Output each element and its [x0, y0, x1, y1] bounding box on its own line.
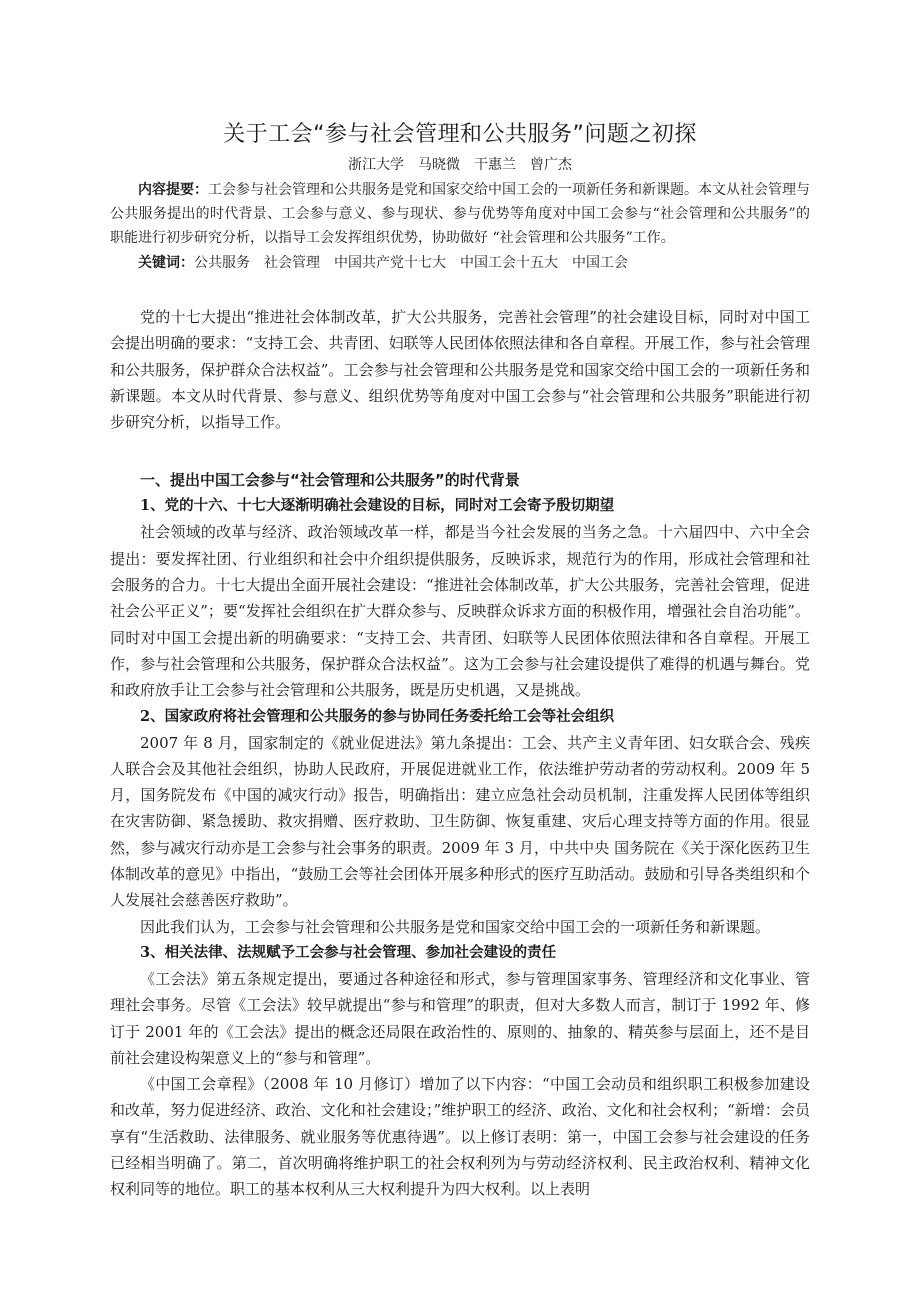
abstract — [110, 178, 810, 250]
abstract-text: 工会参与社会管理和公共服务是党和国家交给中国工会的一项新任务和新课题。本文从社会管理与公共服务提出的时代背景、工会参与意义、参与现状、参与优势等角度对中国工会参与“社会管理和公共服务”的职能进行初步研究分析，以指导工会发挥组织优势，协助做好 “社会管理和公共服务”工作。 — [110, 182, 810, 246]
subsection-1-paragraph: 社会领域的改革与经济、政治领域改革一样，都是当今社会发展的当务之急。十六届四中、六中全会提出：要发挥社团、行业组织和社会中介组织提供服务，反映诉求，规范行为的作用，形成社会管理和社会服务的合力。十七大提出全面开展社会建设：“推进社会体制改革，扩大公共服务，完善社会管理，促进社会公平正义”；要“发挥社会组织在扩大群众参与、反映群众诉求方面的积极作用，增强社会自治功能”。同时对中国工会提出新的明确要求：“支持工会、共青团、妇联等人民团体依照法律和各自章程。开展工作，参与社会管理和公共服务，保护群众合法权益”。这为工会参与社会建设提供了难得的机遇与舞台。党和政府放手让工会参与社会管理和公共服务，既是历史机遇，又是挑战。 — [110, 523, 810, 700]
page-title: 关于工会“参与社会管理和公共服务”问题之初探 — [223, 122, 697, 147]
keywords-text: 公共服务 社会管理 中国共产党十七大 中国工会十五大 中国工会 — [194, 255, 628, 271]
subsection-3-heading: 3、相关法律、法规赋予工会参与社会管理、参加社会建设的责任 — [140, 943, 557, 961]
authors-line: 浙江大学 马晓微 干惠兰 曾广杰 — [348, 157, 572, 173]
subsection-3-paragraph-2: 《中国工会章程》（2008 年 10 月修订）增加了以下内容：“中国工会动员和组织职工积极参加建设和改革，努力促进经济、政治、文化和社会建设；”维护职工的经济、政治、文化和社会权利；“新增：会员享有“生活救助、法律服务、就业服务等优惠待遇”。以上修订表明：第一，中国工会参与社会建设的任务已经相当明确了。第二，首次明确将维护职工的社会权利列为与劳动经济权利、民主政治权利、精神文化权利同等的地位。职工的基本权利从三大权利提升为四大权利。以上表明 — [110, 1075, 810, 1199]
subsection-3-paragraph-1: 《工会法》第五条规定提出，要通过各种途径和形式，参与管理国家事务、管理经济和文化事业、管理社会事务。尽管《工会法》较早就提出“参与和管理”的职责，但对大多数人而言，制订于 1992 年、修订于 2001 年的《工会法》提出的概念还局限在政治性的、原则的、抽象的、精英参与层面上，还不是目前社会建设构架意义上的“参与和管理”。 — [110, 969, 810, 1067]
intro-paragraph: 党的十七大提出“推进社会体制改革，扩大公共服务，完善社会管理”的社会建设目标，同时对中国工会提出明确的要求：“支持工会、共青团、妇联等人民团体依照法律和各自章程。开展工作，参与社会管理和公共服务，保护群众合法权益”。工会参与社会管理和公共服务是党和国家交给中国工会的一项新任务和新课题。本文从时代背景、参与意义、组织优势等角度对中国工会参与“社会管理和公共服务”职能进行初步研究分析，以指导工作。 — [110, 308, 810, 432]
keywords-label: 关键词： — [138, 255, 194, 271]
abstract-label: 内容提要： — [138, 182, 208, 198]
keywords — [110, 250, 810, 276]
subsection-2-heading: 2、国家政府将社会管理和公共服务的参与协同任务委托给工会等社会组织 — [140, 707, 615, 725]
subsection-2-paragraph-2: 因此我们认为，工会参与社会管理和公共服务是党和国家交给中国工会的一项新任务和新课题。 — [140, 917, 771, 936]
subsection-1-heading: 1、党的十六、十七大逐渐明确社会建设的目标，同时对工会寄予殷切期望 — [140, 497, 615, 515]
subsection-2-paragraph-1: 2007 年 8 月，国家制定的《就业促进法》第九条提出：工会、共产主义青年团、妇女联合会、残疾人联合会及其他社会组织，协助人民政府，开展促进就业工作，依法维护劳动者的劳动权利。2009 年 5 月，国务院发布《中国的减灾行动》报告，明确指出：建立应急社会动员机制，注重发挥人民团体等组织在灾害防御、紧急援助、救灾捐赠、医疗救助、卫生防御、恢复重建、灾后心理支持等方面的作用。很显然，参与减灾行动亦是工会参与社会事务的职责。2009 年 3 月，中共中央 国务院在《关于深化医药卫生体制改革的意见》中指出，“鼓励工会等社会团体开展多种形式的医疗互助活动。鼓励和引导各类组织和个人发展社会慈善医疗救助”。 — [110, 733, 810, 910]
section-1-heading: 一、提出中国工会参与“社会管理和公共服务”的时代背景 — [140, 471, 520, 490]
